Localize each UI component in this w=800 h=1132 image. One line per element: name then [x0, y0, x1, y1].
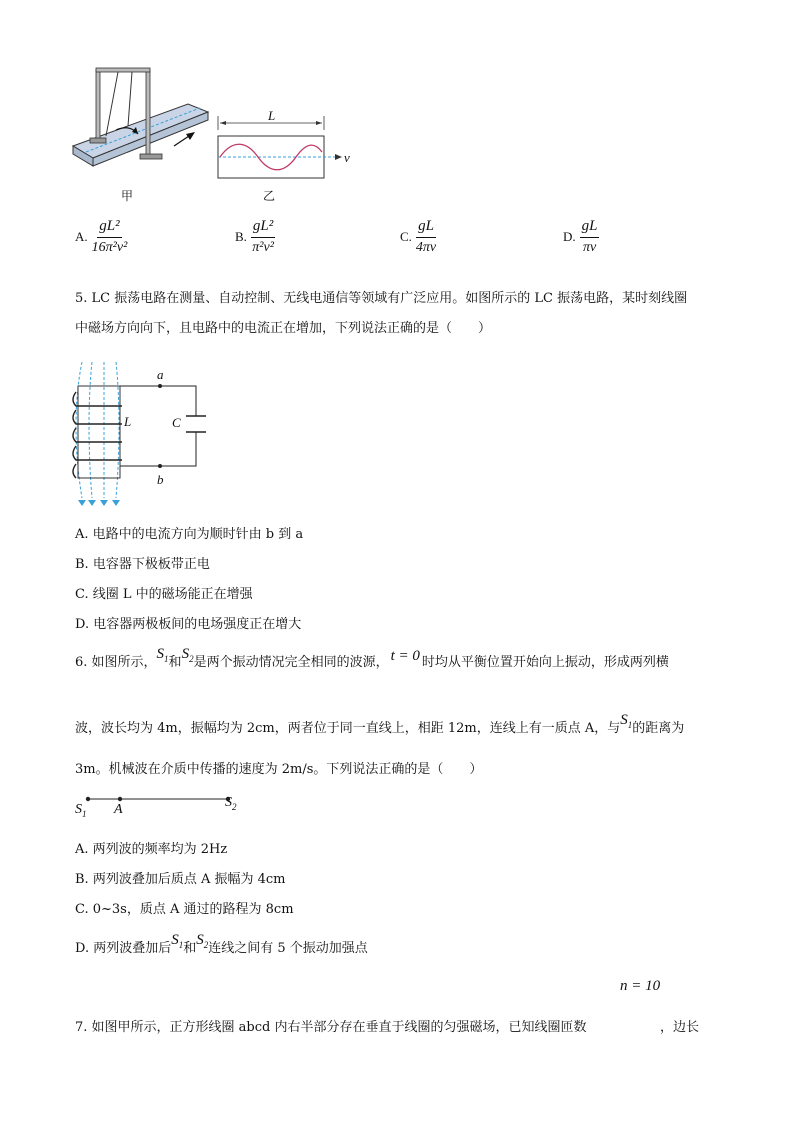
q4-option-c-letter: C.	[400, 229, 412, 244]
q6-l1c: 时均从平衡位置开始向上振动，形成两列横	[421, 655, 669, 670]
q4-option-b-num: gL²	[251, 218, 275, 238]
q7-n: n = 10	[620, 978, 661, 994]
q4-option-a-den: 16π²v²	[91, 240, 128, 255]
q6-stem-line3: 3m。机械波在介质中传播的速度为 2m/s。下列说法正确的是（ ）	[75, 762, 483, 777]
q6-l1b: 是两个振动情况完全相同的波源，	[193, 655, 389, 670]
q6-stem-line1	[75, 646, 669, 677]
q4-option-d-num: gL	[580, 218, 600, 238]
q6-optd-c: 连线之间有 5 个振动加强点	[208, 941, 368, 956]
q4-option-a-letter: A.	[75, 229, 88, 244]
q6-fig-S2: $S_2$	[225, 795, 237, 812]
q4-option-d-letter: D.	[563, 229, 576, 244]
q6-optd-b: 和	[183, 941, 197, 956]
q6-option-a[interactable]: A. 两列波的频率均为 2Hz	[75, 842, 228, 857]
q6-optd-s2: $S_2$	[196, 932, 209, 950]
q6-t0: t = 0	[390, 648, 420, 664]
q4-option-b[interactable]	[235, 218, 275, 256]
q6-fig-S1: $S_1$	[75, 802, 87, 819]
q4-option-c-num: gL	[416, 218, 436, 238]
q5-stem-line2: 中磁场方向向下，且电路中的电流正在增加，下列说法正确的是（ ）	[75, 321, 492, 336]
q6-optd-s1: $S_1$	[171, 932, 184, 950]
q5-option-c[interactable]: C. 线圈 L 中的磁场能正在增强	[75, 587, 253, 602]
q5-stem-line1: 5. LC 振荡电路在测量、自动控制、无线电通信等领域有广泛应用。如图所示的 LC 振荡电路，某时刻线圈	[75, 291, 688, 306]
circuit-label-L: L	[124, 414, 132, 429]
q6-option-c[interactable]: C. 0~3s，质点 A 通过的路程为 8cm	[75, 902, 294, 917]
lc-circuit-figure	[66, 360, 216, 510]
q6-option-b[interactable]: B. 两列波叠加后质点 A 振幅为 4cm	[75, 872, 286, 887]
arrow-label-v: v	[344, 150, 350, 165]
q5-option-d[interactable]: D. 电容器两极板间的电场强度正在增大	[75, 617, 302, 632]
q6-s1-ref: $S_1$	[620, 712, 633, 730]
q6-l2b: 的距离为	[632, 721, 685, 736]
q6-option-d[interactable]	[75, 932, 368, 963]
q4-option-d-den: πv	[582, 240, 597, 255]
q4-option-c[interactable]	[400, 218, 436, 256]
q6-optd-a: D. 两列波叠加后	[75, 941, 172, 956]
q6-s1: $S_1$	[156, 646, 169, 664]
label-jia: 甲	[121, 189, 134, 203]
q7-stem-line1: 7. 如图甲所示，正方形线圈 abcd 内右半部分存在垂直于线圈的匀强磁场，已知线圈匝数	[75, 1020, 587, 1035]
q4-option-a[interactable]	[75, 218, 127, 256]
q6-stem-line2	[75, 712, 685, 743]
label-yi: 乙	[263, 189, 276, 203]
figure-jia	[68, 66, 213, 186]
q5-option-b[interactable]: B. 电容器下极板带正电	[75, 557, 210, 572]
q7-stem-line1-end: ，边长	[660, 1020, 700, 1035]
q6-he: 和	[168, 655, 182, 670]
dim-label-L: L	[268, 108, 276, 123]
q6-s2: $S_2$	[181, 646, 194, 664]
q6-fig-A: A	[114, 802, 123, 817]
q4-option-c-den: 4πv	[415, 240, 437, 255]
q4-option-b-letter: B.	[235, 229, 247, 244]
q4-option-b-den: π²v²	[252, 240, 274, 255]
q6-l2a: 波，波长均为 4m，振幅均为 2cm，两者位于同一直线上，相距 12m，连线上有一质点 A，与	[75, 721, 621, 736]
q6-l1a: 6. 如图所示，	[75, 655, 157, 670]
figure-yi	[212, 112, 357, 184]
q6-line-figure	[80, 795, 240, 807]
q5-option-a[interactable]: A. 电路中的电流方向为顺时针由 b 到 a	[75, 527, 304, 542]
q4-option-a-num: gL²	[97, 218, 121, 238]
circuit-label-a: a	[157, 367, 164, 382]
q4-option-d[interactable]	[563, 218, 599, 256]
circuit-label-C: C	[172, 415, 181, 430]
circuit-label-b: b	[157, 472, 164, 487]
